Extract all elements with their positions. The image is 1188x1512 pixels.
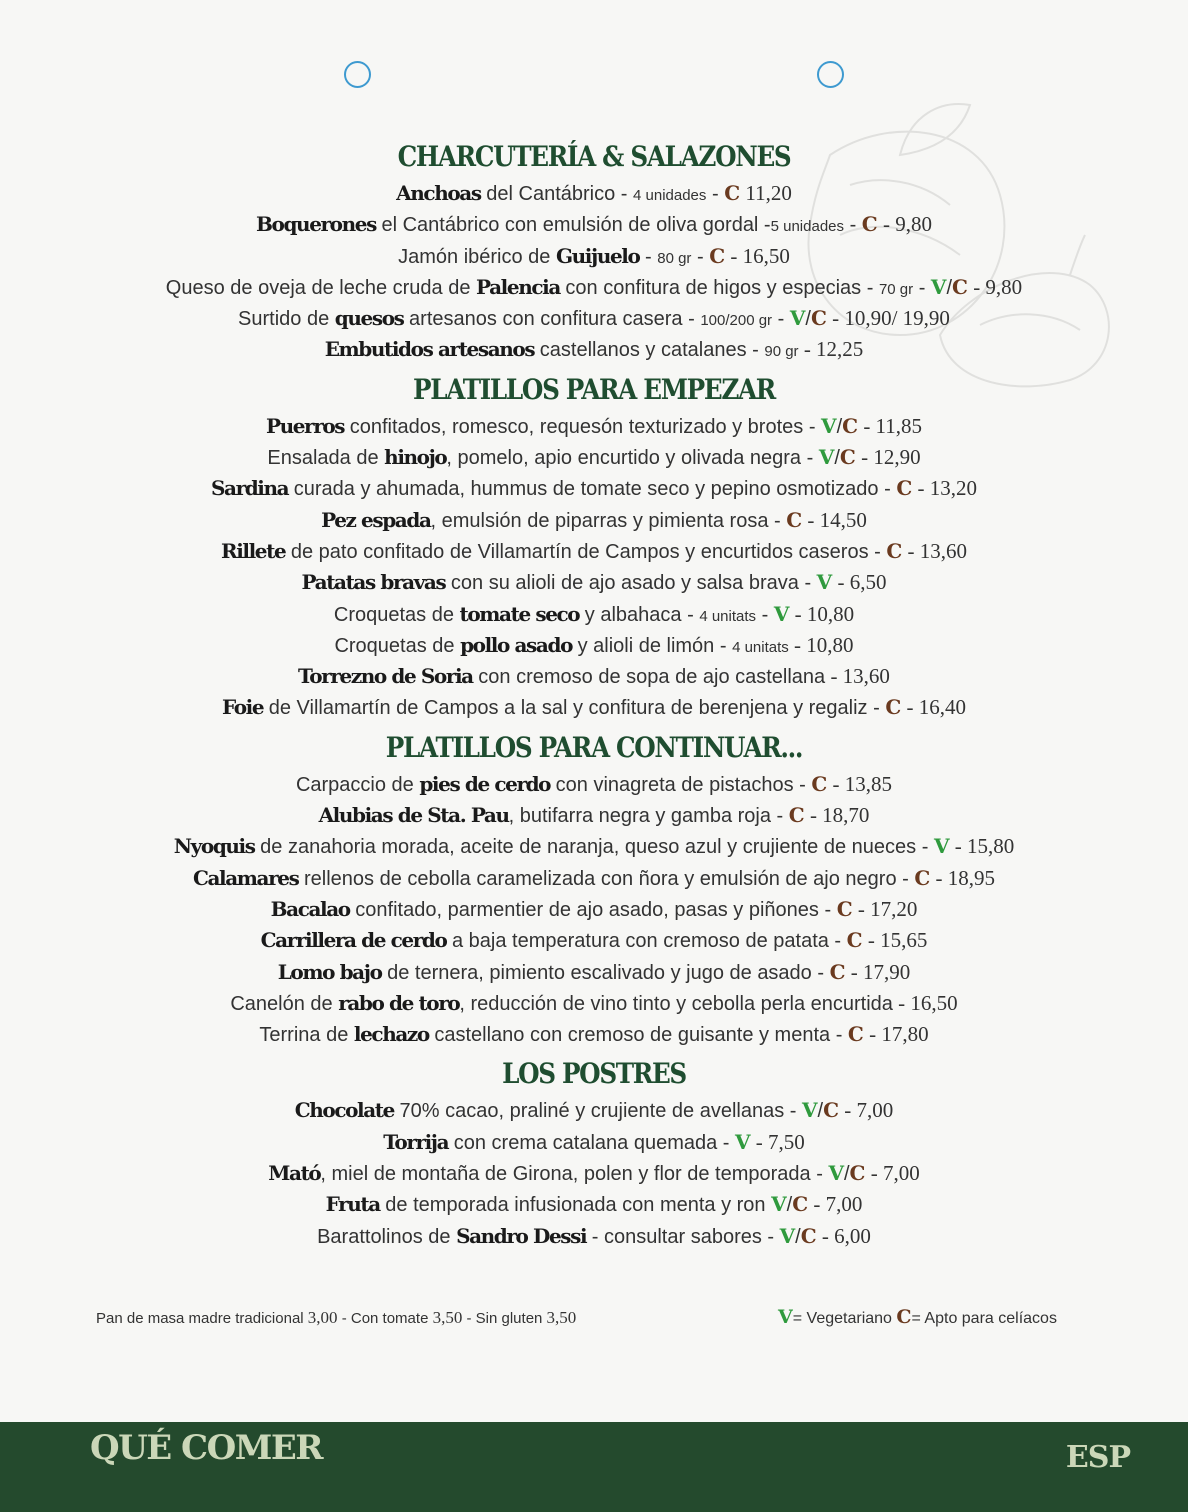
vegetarian-icon: V: [779, 1223, 796, 1248]
item-price: - 12,25: [798, 337, 864, 362]
item-description: de ternera, pimiento escalivado y jugo de asado -: [381, 961, 830, 984]
item-price: - 7,50: [750, 1129, 805, 1154]
item-price: - 13,85: [827, 771, 893, 796]
celiac-icon: C: [724, 181, 741, 205]
item-description: - consultar sabores -: [586, 1225, 780, 1248]
item-description: y alioli de limón -: [572, 634, 733, 657]
vegetarian-icon: V: [933, 834, 950, 859]
item-price: - 18,70: [804, 803, 870, 828]
item-quantity: 4 unidades: [633, 187, 707, 204]
menu-item: [0, 769, 1188, 800]
item-name: lechazo: [353, 1022, 429, 1047]
dietary-tags: [821, 413, 859, 438]
item-price: - 11,85: [858, 413, 923, 438]
item-price: - 9,80: [877, 212, 932, 237]
item-name: Fruta: [325, 1192, 380, 1217]
celiac-icon: C: [849, 1161, 866, 1186]
dietary-tags: [930, 274, 968, 299]
item-description: de pato confitado de Villamartín de Campos y encurtidos caseros -: [285, 540, 887, 563]
item-name: Alubias de Sta. Pau: [318, 803, 509, 828]
celiac-label: = Apto para celíacos: [911, 1310, 1057, 1327]
item-prefix: Ensalada de: [267, 447, 385, 470]
celiac-icon: C: [914, 865, 931, 890]
item-description: castellano con cremoso de guisante y menta -: [428, 1024, 848, 1047]
item-quantity: 90 gr: [764, 343, 799, 361]
menu-item: [0, 661, 1188, 692]
item-name: pies de cerdo: [419, 771, 551, 796]
bread-text-1: Pan de masa madre tradicional: [96, 1310, 308, 1327]
dietary-tags: [836, 896, 853, 921]
item-quantity: 70 gr: [878, 280, 914, 298]
vegetarian-icon: V: [789, 306, 806, 331]
celiac-icon: C: [800, 1223, 817, 1248]
tag-separator: /: [836, 415, 843, 438]
celiac-icon: C: [896, 476, 913, 501]
item-quantity: 80 gr: [657, 249, 692, 267]
dietary-tags: [773, 601, 790, 626]
item-price: - 7,00: [808, 1192, 863, 1217]
dietary-tags: [790, 308, 827, 330]
celiac-icon: C: [788, 803, 805, 828]
menu-item: [0, 178, 1188, 209]
menu-item: [0, 567, 1188, 598]
tag-separator: /: [795, 1225, 801, 1248]
menu-item: [0, 800, 1188, 831]
menu-item: [0, 863, 1188, 894]
tag-separator: /: [946, 276, 953, 299]
item-name: Foie: [221, 695, 264, 720]
item-prefix: Surtido de: [238, 308, 335, 331]
celiac-icon: C: [846, 928, 863, 953]
menu-item: [0, 692, 1188, 723]
item-name: Anchoas: [396, 181, 481, 205]
dietary-tags: [934, 836, 950, 858]
item-name: Embutidos artesanos: [324, 337, 535, 362]
item-description: con crema catalana quemada -: [448, 1131, 736, 1154]
item-name: Guijuelo: [555, 243, 640, 268]
celiac-icon: C: [886, 538, 903, 563]
menu-item: [0, 1019, 1188, 1050]
item-description: confitados, romesco, requesón texturizado y brotes -: [344, 415, 822, 438]
menu-item: [0, 1189, 1188, 1220]
item-description: con vinagreta de pistachos -: [550, 773, 812, 796]
item-description: , miel de montaña de Girona, polen y flor de temporada -: [320, 1163, 829, 1186]
item-price: - 16,40: [901, 695, 967, 720]
dietary-tags: [786, 507, 803, 532]
vegetarian-icon: V: [773, 601, 790, 626]
item-name: Sardina: [210, 476, 289, 501]
item-price: - 10,80: [789, 601, 855, 626]
dietary-tags: [848, 1024, 864, 1046]
item-name: Puerros: [265, 413, 345, 438]
tag-separator: /: [817, 1100, 824, 1123]
menu-item: [0, 303, 1188, 334]
celiac-icon: C: [842, 413, 859, 438]
vegetarian-symbol: V: [778, 1306, 793, 1328]
tag-separator: /: [834, 447, 840, 470]
bread-price-1: 3,00: [307, 1308, 338, 1327]
item-description: curada y ahumada, hummus de tomate seco y pepino osmotizado -: [288, 478, 897, 501]
item-price: - 12,90: [855, 445, 921, 470]
item-separator: -: [913, 276, 931, 299]
menu-item: [0, 505, 1188, 536]
item-description: , emulsión de piparras y pimienta rosa -: [430, 509, 787, 532]
item-prefix: Carpaccio de: [295, 773, 420, 796]
dietary-tags: [724, 183, 740, 205]
punch-hole-left: [344, 61, 371, 88]
tag-separator: /: [843, 1163, 850, 1186]
item-price: - 16,50: [892, 990, 958, 1015]
item-prefix: Queso de oveja de leche cruda de: [165, 276, 477, 299]
item-description: con su alioli de ajo asado y salsa brava -: [445, 572, 817, 595]
menu-item: [0, 1158, 1188, 1189]
celiac-icon: C: [709, 243, 726, 268]
celiac-icon: C: [811, 771, 828, 796]
item-price: - 7,00: [839, 1098, 894, 1123]
celiac-icon: C: [829, 959, 846, 984]
item-prefix: Canelón de: [230, 992, 339, 1015]
item-name: Nyoquis: [173, 834, 255, 859]
item-description: y albahaca -: [579, 603, 700, 626]
item-name: Sandro Dessi: [456, 1223, 587, 1248]
item-price: - 14,50: [802, 507, 867, 532]
item-separator: -: [772, 308, 790, 331]
item-description: del Cantábrico -: [480, 183, 633, 205]
menu-item: [0, 957, 1188, 988]
item-name: Pez espada: [321, 507, 431, 532]
footer-title: QUÉ COMER: [90, 1428, 323, 1468]
celiac-icon: C: [847, 1022, 864, 1047]
item-name: Boquerones: [256, 212, 376, 237]
item-description: 70% cacao, praliné y crujiente de avellanas -: [393, 1100, 802, 1123]
item-description: a baja temperatura con cremoso de patata -: [446, 930, 847, 953]
section-title: CHARCUTERÍA & SALAZONES: [397, 140, 791, 173]
item-description: artesanos con confitura casera -: [403, 308, 701, 331]
item-price: 11,20: [740, 181, 792, 205]
vegetarian-icon: V: [802, 1098, 818, 1123]
section-title: LOS POSTRES: [502, 1057, 686, 1091]
dietary-tags: [896, 478, 912, 500]
item-prefix: Barattolinos de: [317, 1225, 457, 1248]
menu-item: [0, 831, 1188, 862]
item-price: - 15,65: [862, 928, 928, 953]
dietary-tags: [819, 447, 856, 469]
menu-item: [0, 599, 1188, 630]
item-name: hinojo: [384, 445, 447, 470]
section-title: PLATILLOS PARA EMPEZAR: [413, 372, 775, 406]
menu-section: [0, 1053, 1188, 1251]
item-name: pollo asado: [460, 632, 573, 657]
item-price: - 13,20: [912, 476, 977, 501]
item-prefix: Jamón ibérico de: [398, 245, 556, 268]
menu-section: [0, 136, 1188, 366]
menu-item: [0, 536, 1188, 567]
item-price: - 15,80: [949, 834, 1015, 859]
item-price: - 10,80: [788, 632, 854, 657]
menu-item: [0, 1095, 1188, 1126]
item-prefix: Terrina de: [259, 1024, 354, 1047]
bread-note: [96, 1308, 576, 1328]
item-description: con confitura de higos y especias -: [559, 276, 879, 299]
item-price: - 9,80: [967, 274, 1023, 299]
menu-item: [0, 209, 1188, 240]
menu-item: [0, 988, 1188, 1019]
dietary-tags: [709, 243, 726, 268]
item-price: - 6,00: [816, 1223, 871, 1248]
menu-item: [0, 925, 1188, 956]
dietary-tags: [862, 214, 878, 236]
item-prefix: Croquetas de: [333, 603, 460, 626]
celiac-icon: C: [861, 212, 878, 237]
dietary-tags: [914, 865, 931, 890]
item-name: Palencia: [476, 274, 560, 299]
vegetarian-icon: V: [816, 570, 833, 595]
item-name: quesos: [334, 306, 404, 331]
item-description: de Villamartín de Campos a la sal y confitura de berenjena y regaliz -: [263, 697, 886, 720]
dietary-tags: [817, 572, 833, 594]
vegetarian-icon: V: [771, 1192, 787, 1217]
menu-item: [0, 1127, 1188, 1158]
dietary-tags: [886, 538, 903, 563]
tag-separator: /: [805, 308, 811, 331]
celiac-symbol: C: [896, 1306, 912, 1328]
menu-section: [0, 369, 1188, 724]
item-separator: -: [756, 603, 774, 626]
vegetarian-icon: V: [818, 445, 835, 470]
item-quantity: 5 unidades: [770, 218, 845, 236]
celiac-icon: C: [810, 306, 827, 331]
item-description: de zanahoria morada, aceite de naranja, queso azul y crujiente de nueces -: [254, 836, 934, 859]
menu-item: [0, 442, 1188, 473]
item-description: el Cantábrico con emulsión de oliva gordal -: [375, 214, 771, 237]
item-quantity: 4 unitats: [732, 638, 789, 656]
menu-item: [0, 272, 1188, 303]
item-price: - 17,20: [852, 896, 918, 921]
item-description: confitado, parmentier de ajo asado, pasas y piñones -: [349, 898, 837, 921]
item-price: - 16,50: [725, 243, 790, 268]
item-quantity: 100/200 gr: [700, 312, 773, 330]
menu-item: [0, 334, 1188, 365]
item-name: Carrillera de cerdo: [260, 928, 447, 953]
menu-item: [0, 473, 1188, 504]
dietary-tags: [779, 1223, 817, 1248]
celiac-icon: C: [836, 896, 853, 921]
celiac-icon: C: [952, 274, 968, 299]
item-description: , butifarra negra y gamba roja -: [508, 805, 789, 828]
vegetarian-icon: V: [930, 274, 947, 299]
item-description: con cremoso de sopa de ajo castellana: [472, 666, 826, 689]
dietary-tags: [802, 1100, 839, 1122]
item-name: Patatas bravas: [301, 570, 446, 595]
item-name: Torrija: [383, 1129, 449, 1154]
item-separator: -: [844, 214, 862, 237]
vegetarian-label: = Vegetariano: [792, 1310, 897, 1327]
item-prefix: Croquetas de: [334, 634, 461, 657]
menu-item: [0, 894, 1188, 925]
dietary-tags: [789, 805, 805, 827]
menu-item: [0, 630, 1188, 661]
item-name: Bacalao: [270, 896, 350, 921]
celiac-icon: C: [823, 1098, 840, 1123]
item-name: Torrezno de Soria: [298, 664, 473, 689]
dietary-tags: [885, 697, 901, 719]
dietary-tags: [847, 930, 863, 952]
celiac-icon: C: [885, 695, 902, 720]
bread-text-2: - Con tomate: [341, 1310, 433, 1327]
item-price: - 17,80: [863, 1022, 929, 1047]
item-description: -: [639, 245, 658, 268]
celiac-icon: C: [786, 507, 803, 532]
dietary-tags: [829, 959, 846, 984]
bread-price-2: 3,50: [432, 1308, 463, 1327]
menu-content: [0, 136, 1188, 1252]
dietary-tags: [828, 1163, 865, 1185]
item-price: - 13,60: [902, 538, 968, 563]
dietary-tags: [735, 1129, 751, 1154]
punch-hole-right: [817, 61, 844, 88]
item-price: - 17,90: [845, 959, 911, 984]
tag-separator: /: [786, 1194, 793, 1217]
item-quantity: 4 unitats: [699, 607, 757, 625]
item-name: Lomo bajo: [277, 959, 382, 984]
item-name: Calamares: [192, 865, 299, 890]
vegetarian-icon: V: [828, 1161, 844, 1186]
item-description: castellanos y catalanes -: [534, 339, 765, 362]
menu-item: [0, 241, 1188, 272]
item-description: de temporada infusionada con menta y ron: [379, 1194, 772, 1217]
dietary-tags: [771, 1194, 808, 1216]
vegetarian-icon: V: [821, 413, 837, 438]
menu-item: [0, 411, 1188, 442]
menu-section: [0, 727, 1188, 1051]
item-name: Rillete: [220, 538, 286, 563]
item-name: rabo de toro: [338, 990, 460, 1015]
item-description: , reducción de vino tinto y cebolla perla encurtida: [459, 992, 893, 1015]
celiac-icon: C: [792, 1192, 809, 1217]
item-description: rellenos de cebolla caramelizada con ñora y emulsión de ajo negro -: [298, 867, 915, 890]
item-name: Chocolate: [294, 1098, 394, 1123]
item-price: - 18,95: [930, 865, 996, 890]
item-separator: -: [706, 183, 725, 205]
celiac-icon: C: [839, 445, 856, 470]
item-name: Mató: [268, 1161, 321, 1186]
menu-item: [0, 1221, 1188, 1252]
item-name: tomate seco: [459, 601, 580, 626]
vegetarian-icon: V: [735, 1129, 751, 1154]
item-price: - 6,50: [832, 570, 887, 595]
dietary-tags: [811, 771, 828, 796]
dietary-legend: [778, 1306, 1057, 1328]
bread-text-3: - Sin gluten: [466, 1310, 547, 1327]
item-separator: -: [691, 245, 710, 268]
item-price: - 7,00: [865, 1161, 920, 1186]
item-description: , pomelo, apio encurtido y olivada negra -: [446, 447, 819, 470]
item-price: - 10,90/ 19,90: [826, 306, 950, 331]
language-indicator: ESP: [1065, 1440, 1130, 1475]
section-title: PLATILLOS PARA CONTINUAR...: [385, 730, 803, 764]
bread-price-3: 3,50: [546, 1308, 577, 1327]
item-price: - 13,60: [825, 664, 890, 689]
